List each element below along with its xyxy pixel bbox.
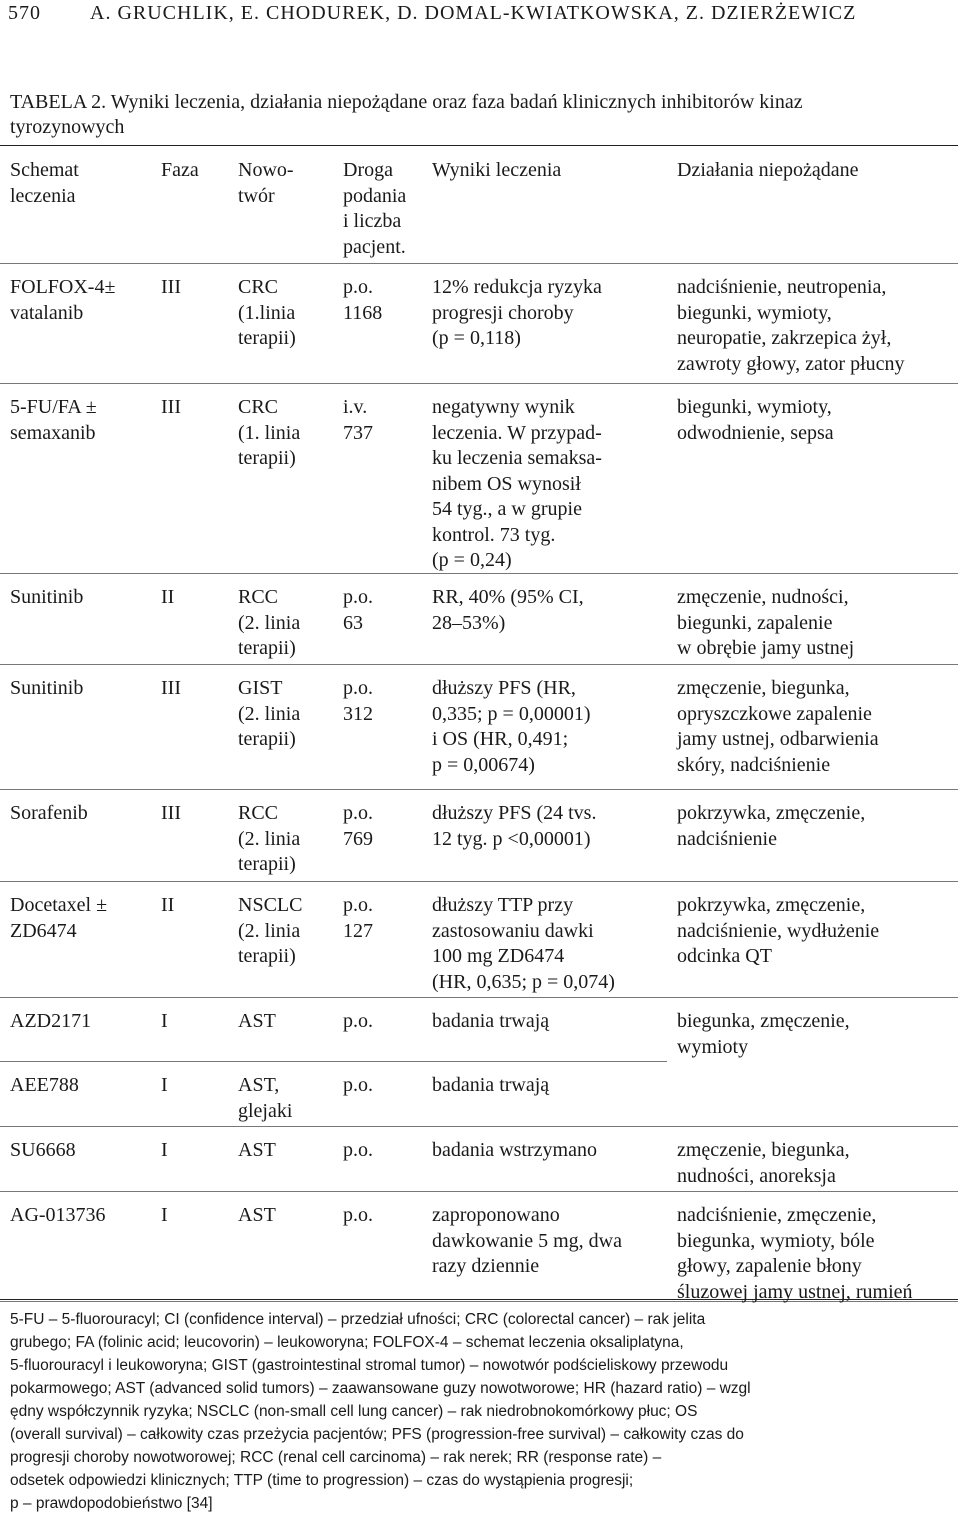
- cell-line: 127: [343, 919, 373, 942]
- cell-phase: [161, 585, 231, 611]
- cell-line: p.o.: [343, 1074, 373, 1096]
- cell-line: p.o.: [343, 1010, 373, 1032]
- cell-line: III: [161, 276, 181, 298]
- cell-line: (p = 0,118): [432, 327, 521, 349]
- cell-regimen: [10, 1073, 150, 1099]
- cell-tumor: [238, 1203, 338, 1229]
- cell-line: Wyniki leczenia: [432, 159, 562, 181]
- cell-line: dłuższy TTP przy: [432, 894, 574, 916]
- cell-route: [343, 893, 428, 944]
- cell-line: p.o.: [343, 677, 373, 699]
- table-row: [0, 664, 958, 790]
- cell-line: RR, 40% (95% CI,: [432, 586, 584, 608]
- header-cell-outcome: [432, 158, 667, 184]
- cell-line: odcinka QT: [677, 945, 772, 967]
- cell-regimen: [10, 395, 150, 446]
- table-footnote: [10, 1308, 950, 1515]
- cell-line: (p = 0,24): [432, 549, 512, 571]
- cell-outcome: [432, 893, 667, 995]
- cell-adverse-effects: [677, 275, 952, 377]
- cell-phase: [161, 1138, 231, 1164]
- cell-outcome: [432, 1073, 667, 1099]
- cell-line: RCC: [238, 586, 279, 608]
- cell-line: 12 tyg. p <0,00001): [432, 827, 591, 850]
- cell-outcome: [432, 1203, 667, 1280]
- cell-line: i OS (HR, 0,491;: [432, 728, 569, 750]
- cell-line: FOLFOX-4±: [10, 276, 116, 298]
- cell-phase: [161, 801, 231, 827]
- author-list: A. GRUCHLIK, E. CHODUREK, D. DOMAL-KWIATKOWSKA, Z. DZIERŻEWICZ: [90, 2, 857, 24]
- cell-outcome: [432, 1138, 667, 1164]
- cell-line: III: [161, 396, 181, 418]
- cell-outcome: [432, 395, 667, 574]
- footnote-line: 5-FU – 5-fluorouracyl; CI (confidence interval) – przedział ufności; CRC (colorectal cancer) – rak jelita: [10, 1311, 706, 1328]
- cell-line: biegunka, zmęczenie,: [677, 1010, 850, 1032]
- cell-line: GIST: [238, 677, 283, 699]
- cell-line: progresji choroby: [432, 301, 574, 324]
- table-row: [0, 383, 958, 574]
- page-number: 570: [8, 2, 41, 24]
- cell-phase: [161, 1073, 231, 1099]
- cell-route: [343, 585, 428, 636]
- cell-outcome: [432, 1009, 667, 1035]
- cell-line: (1.linia: [238, 301, 296, 324]
- cell-line: terapii): [238, 447, 296, 469]
- cell-line: CRC: [238, 396, 279, 418]
- cell-line: terapii): [238, 637, 296, 659]
- footnote-line: (overall survival) – całkowity czas przeżycia pacjentów; PFS (progression-free survival) – całkowity czas do: [10, 1426, 744, 1443]
- cell-regimen: [10, 1009, 150, 1035]
- cell-line: AST: [238, 1139, 276, 1161]
- cell-adverse-effects: [677, 801, 952, 852]
- table-row: [0, 1191, 958, 1302]
- cell-line: Sorafenib: [10, 802, 88, 824]
- cell-line: NSCLC: [238, 894, 303, 916]
- cell-line: pokrzywka, zmęczenie,: [677, 802, 866, 824]
- cell-tumor: [238, 275, 338, 352]
- cell-route: [343, 1073, 428, 1099]
- cell-phase: [161, 1203, 231, 1229]
- cell-adverse-effects: [677, 395, 952, 446]
- cell-line: 737: [343, 421, 373, 444]
- cell-line: SU6668: [10, 1139, 76, 1161]
- footnote-line: odsetek odpowiedzi klinicznych; TTP (time to progression) – czas do wystąpienia progresji;: [10, 1472, 634, 1489]
- cell-line: 63: [343, 611, 363, 634]
- cell-line: 28–53%): [432, 611, 506, 634]
- cell-line: terapii): [238, 853, 296, 875]
- cell-line: odwodnienie, sepsa: [677, 421, 834, 444]
- cell-line: I: [161, 1010, 168, 1032]
- cell-adverse-effects: [677, 1009, 952, 1060]
- cell-line: badania trwają: [432, 1074, 550, 1096]
- cell-outcome: [432, 801, 667, 852]
- cell-tumor: [238, 1073, 338, 1124]
- cell-regimen: [10, 676, 150, 702]
- cell-line: zaproponowano: [432, 1204, 560, 1226]
- cell-line: 5-FU/FA ±: [10, 396, 97, 418]
- footnote-line: progresji choroby nowotworowej; RCC (renal cell carcinoma) – rak nerek; RR (response rate) –: [10, 1449, 662, 1466]
- cell-line: Faza: [161, 159, 199, 181]
- footnote-line: p – prawdopodobieństwo [34]: [10, 1495, 213, 1512]
- cell-tumor: [238, 1009, 338, 1035]
- cell-line: p.o.: [343, 802, 373, 824]
- cell-regimen: [10, 275, 150, 326]
- cell-line: skóry, nadciśnienie: [677, 753, 831, 776]
- cell-line: Nowo-: [238, 159, 294, 181]
- cell-line: (2. linia: [238, 702, 301, 725]
- cell-line: AEE788: [10, 1074, 79, 1096]
- cell-line: p.o.: [343, 894, 373, 916]
- cell-phase: [161, 1009, 231, 1035]
- table-row: [0, 1126, 958, 1192]
- header-cell-route: [343, 158, 428, 260]
- cell-line: razy dziennie: [432, 1255, 540, 1277]
- cell-line: (1. linia: [238, 421, 301, 444]
- cell-line: biegunka, wymioty, bóle: [677, 1229, 875, 1252]
- cell-line: glejaki: [238, 1099, 293, 1122]
- cell-adverse-effects: [677, 1203, 952, 1305]
- table-header-row: [0, 146, 958, 264]
- table-caption: [10, 90, 950, 140]
- cell-line: badania trwają: [432, 1010, 550, 1032]
- caption-line: tyrozynowych: [10, 116, 125, 138]
- cell-adverse-effects: [677, 676, 952, 778]
- cell-line: nadciśnienie, wydłużenie: [677, 919, 880, 942]
- merged-cell-cover: [667, 1060, 958, 1063]
- cell-line: Droga: [343, 159, 393, 181]
- cell-route: [343, 676, 428, 727]
- cell-line: II: [161, 894, 175, 916]
- cell-line: dłuższy PFS (HR,: [432, 677, 576, 699]
- cell-route: [343, 1138, 428, 1164]
- cell-line: 312: [343, 702, 373, 725]
- cell-line: i.v.: [343, 396, 368, 418]
- table-row: [0, 573, 958, 665]
- cell-line: i liczba: [343, 210, 402, 232]
- cell-line: badania wstrzymano: [432, 1139, 597, 1161]
- cell-line: zawroty głowy, zator płucny: [677, 352, 905, 375]
- cell-adverse-effects: [677, 1138, 952, 1189]
- running-header: [8, 2, 948, 28]
- cell-line: wymioty: [677, 1035, 749, 1058]
- cell-line: 0,335; p = 0,00001): [432, 702, 591, 725]
- cell-regimen: [10, 1138, 150, 1164]
- table-row: [0, 1061, 958, 1127]
- cell-regimen: [10, 585, 150, 611]
- cell-line: terapii): [238, 327, 296, 349]
- cell-adverse-effects: [677, 585, 952, 662]
- cell-line: ku leczenia semaksa-: [432, 447, 602, 469]
- cell-line: AG-013736: [10, 1204, 106, 1226]
- cell-route: [343, 801, 428, 852]
- cell-line: zmęczenie, biegunka,: [677, 1139, 850, 1161]
- cell-line: 12% redukcja ryzyka: [432, 276, 602, 298]
- cell-regimen: [10, 801, 150, 827]
- footnote-line: 5-fluorouracyl i leukoworyna; GIST (gastrointestinal stromal tumor) – nowotwór podścieliskowy przewodu: [10, 1357, 729, 1374]
- cell-line: AST: [238, 1204, 276, 1226]
- cell-line: p.o.: [343, 1204, 373, 1226]
- cell-line: Docetaxel ±: [10, 894, 108, 916]
- cell-line: AST: [238, 1010, 276, 1032]
- cell-line: (2. linia: [238, 827, 301, 850]
- cell-line: III: [161, 802, 181, 824]
- cell-line: pokrzywka, zmęczenie,: [677, 894, 866, 916]
- cell-line: Schemat: [10, 159, 79, 181]
- cell-line: negatywny wynik: [432, 396, 575, 418]
- cell-line: I: [161, 1139, 168, 1161]
- cell-line: p.o.: [343, 1139, 373, 1161]
- cell-line: podania: [343, 184, 407, 207]
- cell-line: p.o.: [343, 586, 373, 608]
- cell-line: terapii): [238, 945, 296, 967]
- cell-line: śluzowej jamy ustnej, rumień: [677, 1280, 913, 1303]
- cell-phase: [161, 676, 231, 702]
- cell-route: [343, 1009, 428, 1035]
- caption-line: TABELA 2. Wyniki leczenia, działania niepożądane oraz faza badań klinicznych inhibitorów kinaz: [10, 91, 803, 113]
- header-cell-tumor: [238, 158, 338, 209]
- cell-line: Działania niepożądane: [677, 159, 859, 181]
- cell-phase: [161, 893, 231, 919]
- footnote-line: ędny współczynnik ryzyka; NSCLC (non-small cell lung cancer) – rak niedrobnokomórkowy płuc; OS: [10, 1403, 698, 1420]
- cell-line: twór: [238, 184, 275, 207]
- cell-line: 1168: [343, 301, 383, 324]
- cell-line: nadciśnienie, neutropenia,: [677, 276, 887, 298]
- cell-line: ZD6474: [10, 919, 77, 942]
- cell-outcome: [432, 275, 667, 352]
- cell-line: zmęczenie, biegunka,: [677, 677, 850, 699]
- cell-route: [343, 275, 428, 326]
- cell-line: (2. linia: [238, 611, 301, 634]
- cell-line: jamy ustnej, odbarwienia: [677, 728, 879, 750]
- table-row: [0, 997, 958, 1061]
- cell-line: (HR, 0,635; p = 0,074): [432, 970, 615, 993]
- table-row: [0, 263, 958, 384]
- header-cell-regimen: [10, 158, 150, 209]
- cell-line: biegunki, zapalenie: [677, 611, 833, 634]
- cell-line: 100 mg ZD6474: [432, 945, 565, 967]
- cell-line: głowy, zapalenie błony: [677, 1255, 862, 1277]
- cell-line: terapii): [238, 728, 296, 750]
- cell-line: Sunitinib: [10, 586, 84, 608]
- cell-line: RCC: [238, 802, 279, 824]
- cell-line: III: [161, 677, 181, 699]
- cell-tumor: [238, 801, 338, 878]
- header-cell-adverse-effects: [677, 158, 952, 184]
- cell-line: p = 0,00674): [432, 753, 535, 776]
- results-table: [0, 145, 958, 1303]
- cell-line: zastosowaniu dawki: [432, 919, 594, 942]
- cell-line: neuropatie, zakrzepica żył,: [677, 327, 892, 349]
- cell-line: zmęczenie, nudności,: [677, 586, 849, 608]
- cell-phase: [161, 395, 231, 421]
- cell-line: biegunki, wymioty,: [677, 301, 832, 324]
- cell-line: semaxanib: [10, 421, 96, 444]
- cell-line: w obrębie jamy ustnej: [677, 637, 855, 659]
- cell-line: nadciśnienie: [677, 827, 777, 850]
- cell-tumor: [238, 395, 338, 472]
- cell-line: nudności, anoreksja: [677, 1164, 836, 1187]
- cell-outcome: [432, 585, 667, 636]
- cell-line: II: [161, 586, 175, 608]
- cell-line: pacjent.: [343, 235, 406, 258]
- cell-line: leczenia: [10, 184, 76, 207]
- cell-regimen: [10, 893, 150, 944]
- cell-tumor: [238, 585, 338, 662]
- cell-line: leczenia. W przypad-: [432, 421, 602, 444]
- cell-line: I: [161, 1074, 168, 1096]
- cell-line: vatalanib: [10, 301, 84, 324]
- cell-line: AZD2171: [10, 1010, 92, 1032]
- cell-line: CRC: [238, 276, 279, 298]
- cell-line: biegunki, wymioty,: [677, 396, 832, 418]
- row-separator: [0, 1061, 667, 1062]
- cell-line: I: [161, 1204, 168, 1226]
- footnote-line: grubego; FA (folinic acid; leucovorin) – leukoworyna; FOLFOX-4 – schemat leczenia oksaliplatyna,: [10, 1334, 684, 1351]
- table-row: [0, 789, 958, 882]
- cell-line: p.o.: [343, 276, 373, 298]
- cell-regimen: [10, 1203, 150, 1229]
- cell-tumor: [238, 893, 338, 970]
- cell-line: AST,: [238, 1074, 280, 1096]
- cell-line: kontrol. 73 tyg.: [432, 523, 556, 546]
- cell-line: Sunitinib: [10, 677, 84, 699]
- cell-line: dłuższy PFS (24 tvs.: [432, 802, 597, 824]
- cell-line: nadciśnienie, zmęczenie,: [677, 1204, 877, 1226]
- cell-route: [343, 1203, 428, 1229]
- header-cell-phase: [161, 158, 231, 184]
- cell-adverse-effects: [677, 893, 952, 970]
- cell-outcome: [432, 676, 667, 778]
- cell-line: (2. linia: [238, 919, 301, 942]
- cell-tumor: [238, 1138, 338, 1164]
- table-row: [0, 881, 958, 998]
- cell-line: 769: [343, 827, 373, 850]
- cell-line: nibem OS wynosił: [432, 472, 581, 495]
- cell-phase: [161, 275, 231, 301]
- footnote-line: pokarmowego; AST (advanced solid tumors) – zaawansowane guzy nowotworowe; HR (hazard ratio) – wzgl: [10, 1380, 751, 1397]
- cell-tumor: [238, 676, 338, 753]
- cell-line: opryszczkowe zapalenie: [677, 702, 872, 725]
- cell-line: dawkowanie 5 mg, dwa: [432, 1229, 622, 1252]
- cell-line: 54 tyg., a w grupie: [432, 498, 582, 520]
- cell-route: [343, 395, 428, 446]
